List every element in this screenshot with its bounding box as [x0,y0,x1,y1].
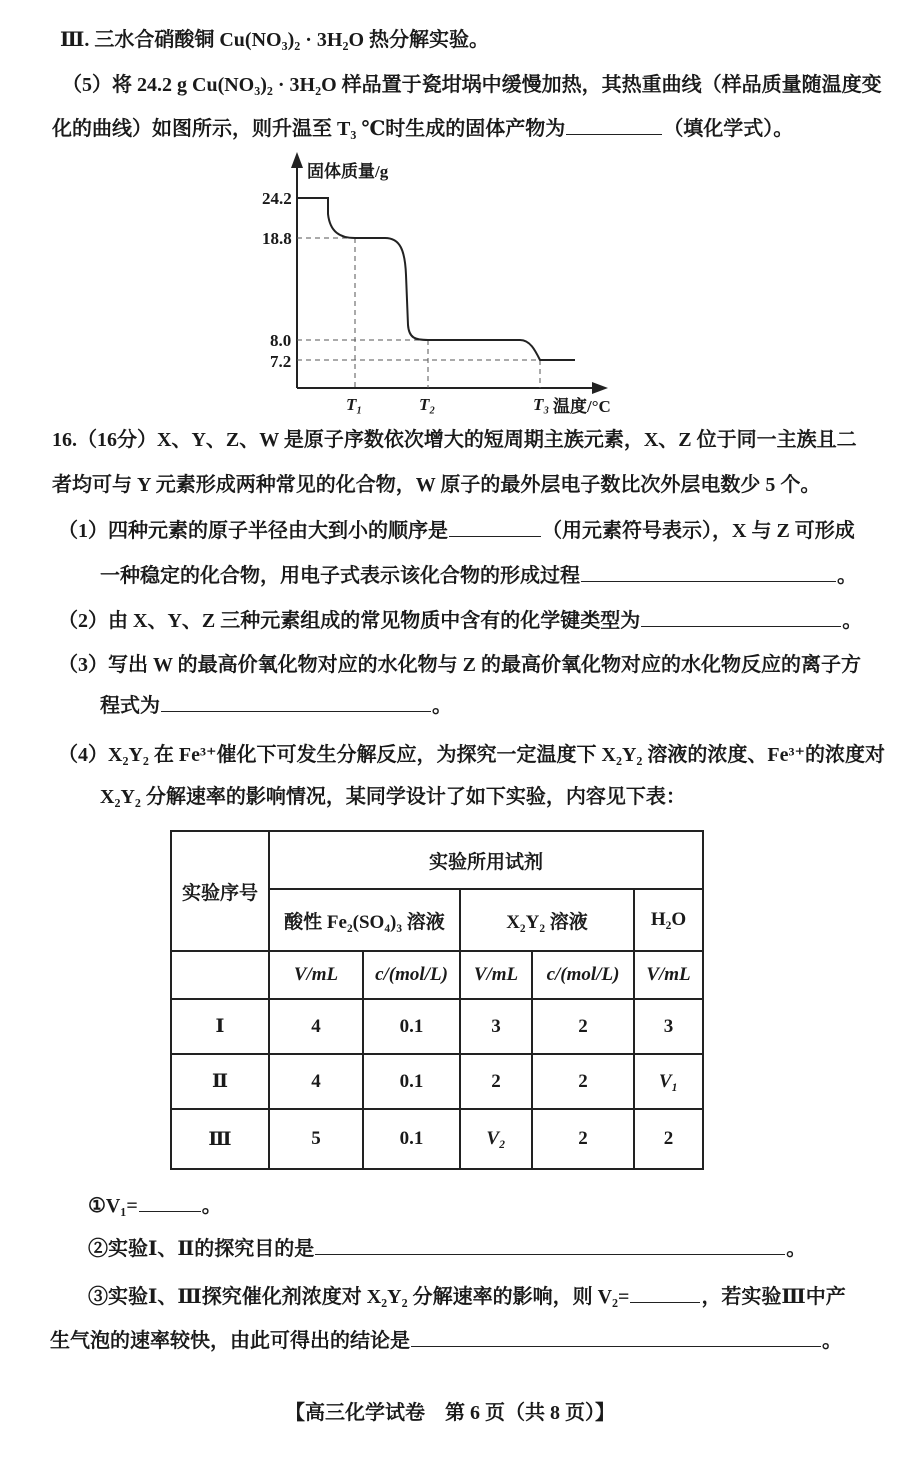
p3-text: 程式为 [100,695,160,717]
period: 。 [842,610,863,632]
y-tick-7.2: 7.2 [270,352,292,371]
question-16-stem: 16.（16分）X、Y、Z、W 是原子序数依次增大的短周期主族元素，X、Z 位于同一主族且二 [52,429,857,451]
table-row [171,1109,703,1169]
experiment-table [170,830,704,1170]
x-axis-label: 温度/°C [553,397,611,416]
y-tick-18.8: 18.8 [262,229,292,248]
cell: 0.1 [363,1109,460,1169]
s3-text-c: 生气泡的速率较快，由此可得出的结论是 [50,1330,410,1352]
answer-blank-q5[interactable] [566,114,662,135]
x-tick-t3: T₃ [533,395,550,414]
header-fe-solution: 酸性 Fe₂(SO₄)₃ 溶液 [269,889,460,951]
period: 。 [201,1195,222,1217]
period: 。 [786,1238,807,1260]
y-tick-8.0: 8.0 [270,331,292,350]
sub-question-3 [88,1282,846,1311]
cell: Ⅰ [171,999,269,1054]
section-heading: Ⅲ. 三水合硝酸铜 Cu(NO₃)₂ · 3H₂O 热分解实验。 [60,29,490,51]
cell: 0.1 [363,999,460,1054]
cell: 4 [269,999,363,1054]
header-experiment-no: 实验序号 [171,831,269,951]
period: 。 [837,565,857,587]
sub-question-1 [88,1191,222,1220]
question-16-part-4-cont: X₂Y₂ 分解速率的影响情况，某同学设计了如下实验，内容见下表： [100,786,686,808]
p1-text-c: 一种稳定的化合物，用电子式表示该化合物的形成过程 [100,565,580,587]
table-row [171,999,703,1054]
q5-text: 化的曲线）如图所示，则升温至 T₃ ℃时生成的固体产物为 [52,118,566,140]
cell: 2 [460,1054,532,1109]
header-water: H₂O [634,889,703,951]
cell: Ⅲ [171,1109,269,1169]
s2-text: ②实验Ⅰ、Ⅱ的探究目的是 [88,1238,315,1260]
unit-cell: V/mL [269,951,363,999]
unit-cell: c/(mol/L) [532,951,634,999]
question-16-part-3-cont [100,691,452,720]
unit-cell: V/mL [634,951,703,999]
cell: 2 [532,999,634,1054]
header-x2y2-solution: X₂Y₂ 溶液 [460,889,634,951]
answer-blank-1a[interactable] [449,516,541,537]
page-footer: 【高三化学试卷 第 6 页（共 8 页）】 [285,1402,615,1424]
p1-text-b: （用元素符号表示），X 与 Z 可形成 [542,520,855,542]
cell: Ⅱ [171,1054,269,1109]
cell: 2 [532,1109,634,1169]
q5-text-end: （填化学式）。 [663,118,794,140]
period: 。 [432,695,452,717]
cell: 0.1 [363,1054,460,1109]
answer-blank-v1[interactable] [139,1191,201,1212]
answer-blank-1b[interactable] [581,561,836,582]
cell: 3 [460,999,532,1054]
sub-question-2 [88,1234,806,1263]
thermogravimetric-curve-figure [250,150,630,420]
guide-lines [297,238,540,388]
question-5-text: （5）将 24.2 g Cu(NO₃)₂ · 3H₂O 样品置于瓷坩埚中缓慢加热，其热重曲线（样品质量随温度变 [62,74,882,96]
cell: V₂ [460,1109,532,1169]
s3-text-b: ，若实验Ⅲ中产 [701,1286,846,1308]
y-tick-24.2: 24.2 [262,189,292,208]
answer-blank-3[interactable] [161,691,431,712]
s3-text: ③实验Ⅰ、Ⅲ探究催化剂浓度对 X₂Y₂ 分解速率的影响，则 V₂= [88,1286,630,1308]
x-tick-t1: T₁ [346,395,363,414]
question-16-part-1 [58,516,855,545]
question-16-part-1-cont [100,561,857,590]
cell: 5 [269,1109,363,1169]
header-reagents: 实验所用试剂 [269,831,703,889]
cell: 3 [634,999,703,1054]
question-16-part-2 [58,606,862,635]
answer-blank-s3[interactable] [411,1326,821,1347]
answer-blank-s2[interactable] [315,1234,785,1255]
p1-text: （1）四种元素的原子半径由大到小的顺序是 [58,520,448,542]
question-16-part-4: （4）X₂Y₂ 在 Fe³⁺催化下可发生分解反应，为探究一定温度下 X₂Y₂ 溶液的浓度、Fe³⁺的浓度对 [58,744,886,766]
question-16-stem-cont: 者均可与 Y 元素形成两种常见的化合物，W 原子的最外层电子数比次外层电数少 5 个。 [52,474,821,496]
question-5-text-cont [52,114,793,143]
mass-curve [297,198,575,360]
cell: 2 [532,1054,634,1109]
cell: 4 [269,1054,363,1109]
table-row [171,1054,703,1109]
x-tick-t2: T₂ [419,395,436,414]
period: 。 [822,1330,842,1352]
y-axis-label: 固体质量/g [307,162,389,181]
unit-cell: V/mL [460,951,532,999]
question-16-part-3: （3）写出 W 的最高价氧化物对应的水化物与 Z 的最高价氧化物对应的水化物反应的离子方 [58,654,861,676]
s1-text: ①V₁= [88,1195,138,1217]
unit-cell: c/(mol/L) [363,951,460,999]
p2-text: （2）由 X、Y、Z 三种元素组成的常见物质中含有的化学键类型为 [58,610,641,632]
empty-cell [171,951,269,999]
answer-blank-v2[interactable] [630,1282,700,1303]
cell: 2 [634,1109,703,1169]
sub-question-3-cont [50,1326,842,1355]
cell: V₁ [634,1054,703,1109]
answer-blank-2[interactable] [641,606,841,627]
